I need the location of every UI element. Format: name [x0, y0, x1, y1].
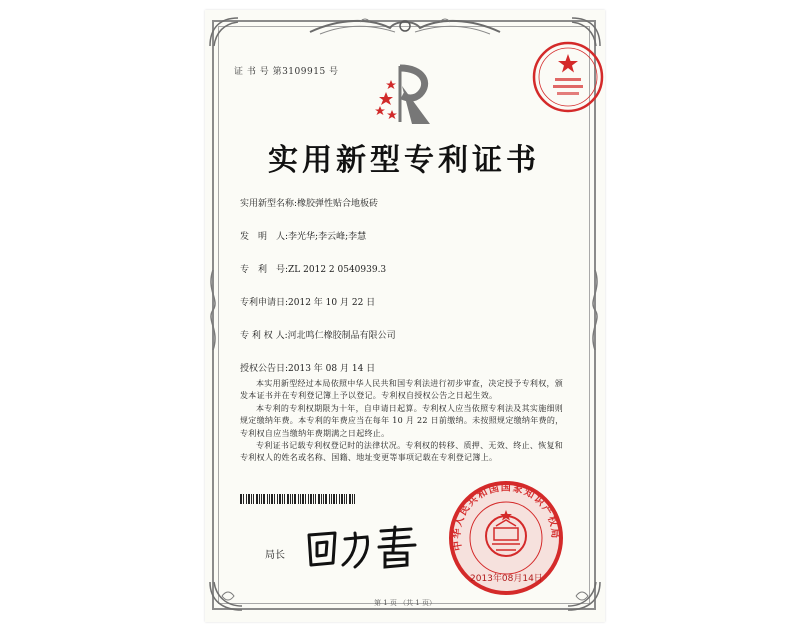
body-paragraph: 本实用新型经过本局依照中华人民共和国专利法进行初步审查，决定授予专利权，颁发本证书并在专利登记簿上予以登记。专利权自授权公告之日起生效。	[240, 379, 564, 401]
field-value: 橡胶弹性贴合地板砖	[297, 199, 379, 209]
field-value: 河北鸣仁橡胶制品有限公司	[287, 331, 396, 341]
top-ornament	[300, 14, 510, 40]
field-inventors	[240, 229, 366, 242]
left-side-ornament	[206, 270, 220, 350]
field-utility-model-name	[240, 196, 378, 209]
field-label: 实用新型名称:	[240, 199, 298, 209]
patent-office-logo-icon	[372, 62, 434, 126]
field-label: 专 利 号:	[240, 265, 289, 275]
field-application-date	[240, 295, 375, 308]
seal-date: 2013年08月14日	[470, 574, 543, 584]
agency-seal-icon	[531, 40, 605, 114]
certificate-title: 实用新型专利证书	[268, 143, 540, 178]
field-label: 授权公告日:	[240, 364, 289, 374]
director-signature-icon	[303, 523, 425, 571]
certificate-number: 证 书 号 第3109915 号	[234, 67, 339, 77]
corner-ornament-bottom-left	[208, 578, 248, 614]
page-footer: 第 1 页 （共 1 页）	[373, 599, 437, 607]
director-label: 局长	[265, 550, 285, 561]
field-value: 2013 年 08 月 14 日	[288, 364, 376, 374]
certificate-body	[240, 378, 570, 465]
field-value: 2012 年 10 月 22 日	[288, 298, 376, 308]
field-label: 发 明 人:	[240, 232, 289, 242]
field-patent-number	[240, 262, 386, 275]
body-paragraph: 专利证书记载专利权登记时的法律状况。专利权的转移、质押、无效、终止、恢复和专利权人的姓名或名称、国籍、地址变更等事项记载在专利登记簿上。	[240, 441, 564, 463]
barcode-icon	[240, 494, 356, 504]
field-label: 专 利 权 人:	[240, 331, 288, 341]
field-label: 专利申请日:	[240, 298, 289, 308]
field-patentee	[240, 328, 396, 341]
field-value: ZL 2012 2 0540939.3	[288, 265, 387, 275]
corner-ornament-top-left	[208, 16, 244, 52]
field-value: 李光华;李云峰;李慧	[288, 232, 367, 242]
seal-arc-text: 中华人民共和国国家知识产权局	[451, 482, 561, 552]
body-paragraph: 本专利的专利权期限为十年，自申请日起算。专利权人应当依照专利法及其实施细则规定缴纳年费。本专利的年费应当在每年 10 月 22 日前缴纳。未按照规定缴纳年费的，专利权自应当缴纳年费期满之日起终止。	[240, 403, 564, 438]
right-side-ornament	[588, 270, 602, 350]
corner-ornament-bottom-right	[562, 578, 602, 614]
field-grant-date	[240, 361, 375, 374]
